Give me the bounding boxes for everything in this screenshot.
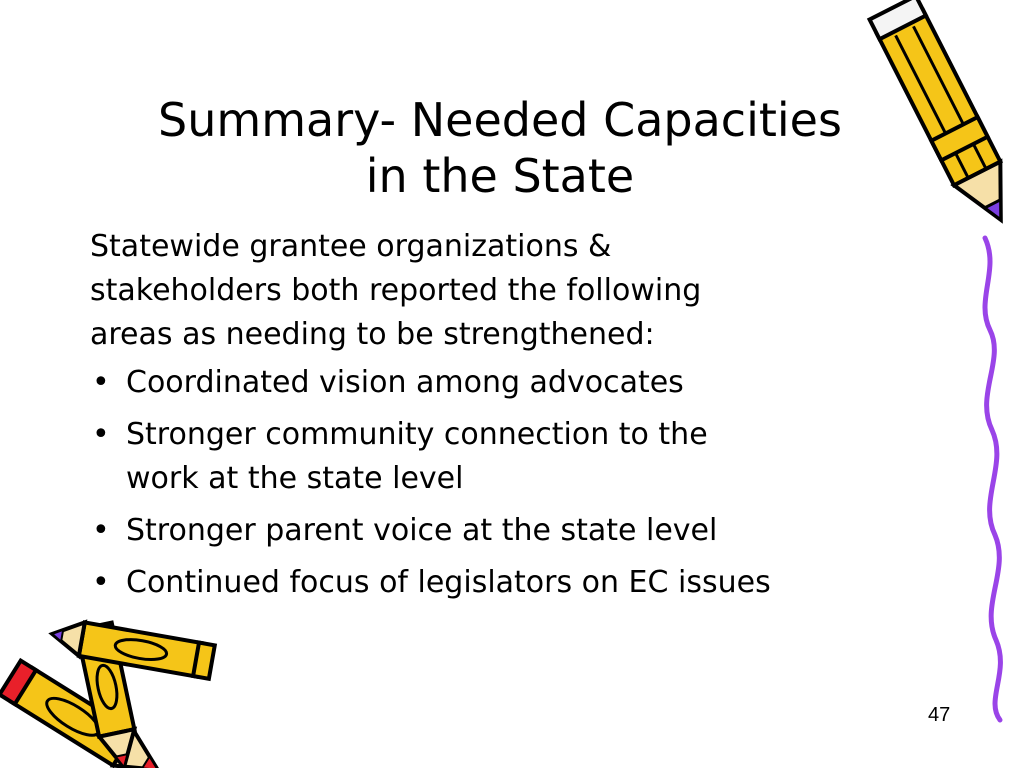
intro-line: Statewide grantee organizations &	[90, 229, 612, 264]
intro-line: areas as needing to be strengthened:	[90, 317, 655, 352]
bullet-icon: •	[92, 565, 110, 600]
bullet-icon: •	[92, 513, 110, 548]
bullet-item	[90, 361, 925, 405]
bullet-item	[90, 413, 925, 501]
bullet-item	[90, 561, 925, 605]
intro-line: stakeholders both reported the following	[90, 273, 702, 308]
bullet-list	[90, 361, 925, 605]
bullet-text: Stronger parent voice at the state level	[126, 513, 718, 548]
intro-paragraph	[90, 225, 925, 357]
title-line: in the State	[365, 149, 635, 203]
page-number: 47	[928, 704, 951, 726]
title-line: Summary- Needed Capacities	[158, 93, 842, 147]
bullet-text: work at the state level	[126, 461, 464, 496]
pencil-cluster-icon	[0, 617, 215, 768]
bullet-text: Coordinated vision among advocates	[126, 365, 684, 400]
bullet-text: Stronger community connection to the	[126, 417, 708, 452]
slide-title	[60, 92, 940, 204]
bullet-icon: •	[92, 365, 110, 400]
bullet-item	[90, 509, 925, 553]
squiggle-line	[985, 238, 1000, 720]
bullet-text: Continued focus of legislators on EC issues	[126, 565, 771, 600]
bullet-icon: •	[92, 417, 110, 452]
slide-body	[90, 225, 925, 613]
